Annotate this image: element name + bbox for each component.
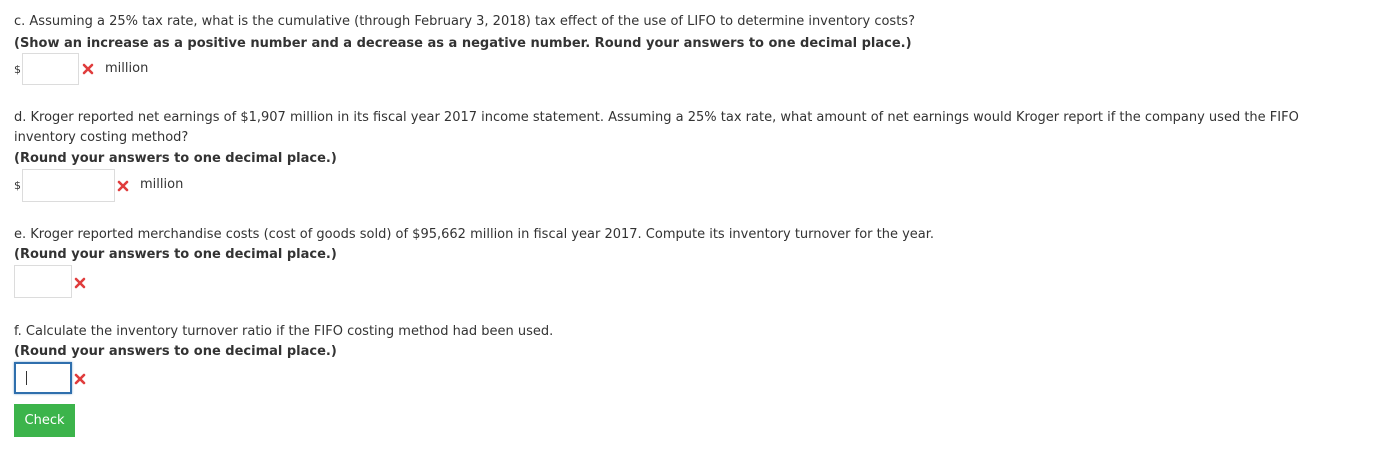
question-c-text: c. Assuming a 25% tax rate, what is the cumulative (through February 3, 2018) tax effect of the use of LIFO to determine inventory costs? [14, 14, 915, 29]
check-button[interactable]: Check [14, 404, 75, 437]
question-e-instruction: (Round your answers to one decimal place.) [14, 247, 337, 262]
question-f-answer-input[interactable] [14, 362, 72, 394]
incorrect-x-icon [82, 63, 94, 75]
question-c-answer-input[interactable] [22, 53, 79, 85]
question-f-text: f. Calculate the inventory turnover ratio if the FIFO costing method had been used. [14, 324, 554, 339]
question-c-unit: million [105, 61, 149, 76]
question-d-text: d. Kroger reported net earnings of $1,907 million in its fiscal year 2017 income statement. Assuming a 25% tax rate, what amount of net earnings would Kroger report if the company used the FIFO inventory costing method? [14, 110, 1299, 145]
question-d-unit: million [140, 177, 184, 192]
question-c-currency: $ [14, 63, 21, 76]
question-d-currency: $ [14, 179, 21, 192]
question-e-text: e. Kroger reported merchandise costs (cost of goods sold) of $95,662 million in fiscal year 2017. Compute its inventory turnover for the year. [14, 227, 935, 242]
question-e-answer-input[interactable] [14, 265, 72, 298]
text-cursor [26, 371, 27, 385]
incorrect-x-icon [74, 277, 86, 289]
question-c-instruction: (Show an increase as a positive number and a decrease as a negative number. Round your answers to one decimal place.) [14, 36, 912, 51]
question-d-answer-input[interactable] [22, 169, 115, 202]
incorrect-x-icon [117, 180, 129, 192]
incorrect-x-icon [74, 373, 86, 385]
question-d-instruction: (Round your answers to one decimal place.) [14, 151, 337, 166]
question-f-instruction: (Round your answers to one decimal place.) [14, 344, 337, 359]
